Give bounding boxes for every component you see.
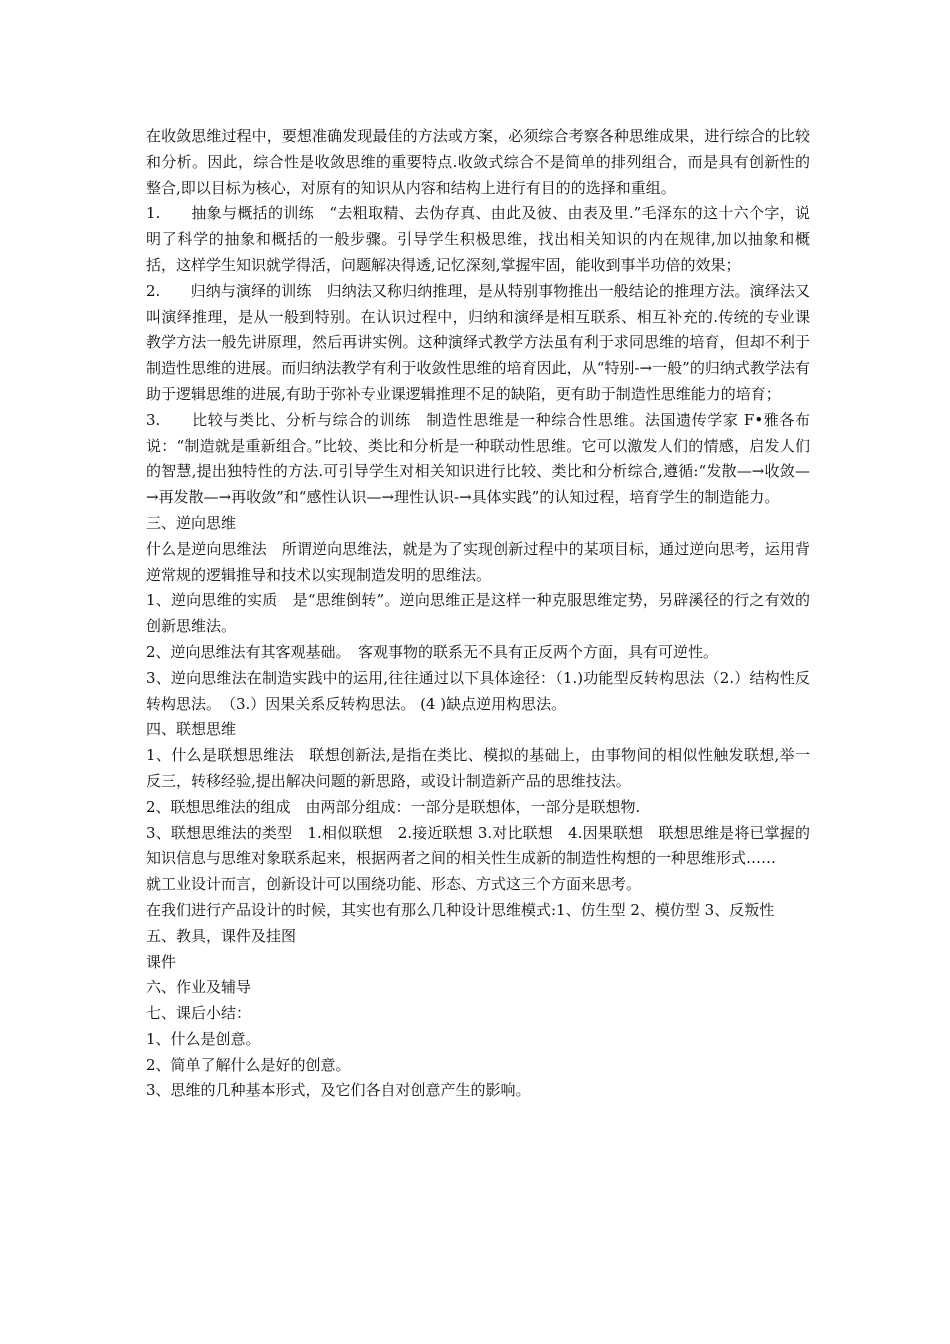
paragraph-design-thinking-modes: 在我们进行产品设计的时候，其实也有那么几种设计思维模式:1、仿生型 2、模仿型 3、反叛性	[146, 900, 775, 919]
paragraph-reverse-thinking-essence: 1、逆向思维的实质 是“思维倒转”。逆向思维正是这样一种克服思维定势，另辟溪径的行之有效的创新思维法。	[146, 591, 810, 636]
section-heading-homework: 六、作业及辅导	[146, 978, 252, 997]
paragraph-associative-thinking-definition: 1、什么是联想思维法 联想创新法,是指在类比、模拟的基础上，由事物间的相似性触发联想,举一反三，转移经验,提出解决问题的新思路，或设计制造新产品的思维技法。	[146, 746, 810, 790]
paragraph-abstraction-training: 1. 抽象与概括的训练 “去粗取精、去伪存真、由此及彼、由表及里.”毛泽东的这十六个字，说明了科学的抽象和概括的一般步骤。引导学生积极思维，找出相关知识的内在规律,加以抽象和概括，这样学生知识就学得活，问题解决得透,记忆深刻,掌握牢固，能收到事半功倍的效果；	[146, 204, 810, 274]
summary-item-1: 1、什么是创意。	[146, 1029, 261, 1048]
section-heading-summary: 七、课后小结：	[146, 1004, 252, 1023]
paragraph-convergent-synthesis: 在收敛思维过程中，要想准确发现最佳的方法或方案，必须综合考察各种思维成果，进行综合的比较和分析。因此，综合性是收敛思维的重要特点.收敛式综合不是简单的排列组合，而是具有创新性的整合,即以目标为核心，对原有的知识从内容和结构上进行有目的的选择和重组。	[146, 127, 810, 197]
paragraph-reverse-thinking-basis: 2、逆向思维法有其客观基础。 客观事物的联系无不具有正反两个方面，具有可逆性。	[146, 642, 719, 661]
paragraph-comparison-analogy-training: 3. 比较与类比、分析与综合的训练 制造性思维是一种综合性思维。法国遗传学家 F•雅各布说：“制造就是重新组合。”比较、类比和分析是一种联动性思维。它可以激发人们的情感，启发人们的智慧,提出独特性的方法.可引导学生对相关知识进行比较、类比和分析综合,遵循:“发散—→收敛—→再发散—→再收敛”和“感性认识—→理性认识-→具体实践”的认知过程，培育学生的制造能力。	[146, 410, 810, 507]
section-heading-associative-thinking: 四、联想思维	[146, 720, 237, 739]
paragraph-associative-thinking-types: 3、联想思维法的类型 1.相似联想 2.接近联想 3.对比联想 4.因果联想 联想思维是将已掌握的知识信息与思维对象联系起来，根据两者之间的相关性生成新的制造性构想的一种思维形式……	[146, 823, 810, 868]
paragraph-industrial-design: 就工业设计而言，创新设计可以围绕功能、形态、方式这三个方面来思考。	[146, 875, 642, 894]
paragraph-induction-deduction-training: 2. 归纳与演绎的训练 归纳法又称归纳推理，是从特别事物推出一般结论的推理方法。演绎法又叫演绎推理，是从一般到特别。在认识过程中，归纳和演绎是相互联系、相互补充的.传统的专业课教学方法一般先讲原理，然后再讲实例。这种演绎式教学方法虽有利于求同思维的培育，但却不利于制造性思维的进展。而归纳法教学有利于收敛性思维的培育因此，从“特别-→一般”的归纳式教学法有助于逻辑思维的进展,有助于弥补专业课逻辑推理不足的缺陷，更有助于制造性思维能力的培育；	[146, 281, 810, 403]
summary-item-3: 3、思维的几种基本形式，及它们各自对创意产生的影响。	[146, 1081, 531, 1100]
paragraph-courseware: 课件	[146, 952, 177, 971]
paragraph-reverse-thinking-application: 3、逆向思维法在制造实践中的运用,往往通过以下具体途径：（1.)功能型反转构思法（2.）结构性反转构思法。 （3.）因果关系反转构思法。 (4 )缺点逆用构思法。	[146, 668, 810, 713]
section-heading-reverse-thinking: 三、逆向思维	[146, 513, 237, 532]
document-body	[146, 124, 810, 1104]
paragraph-reverse-thinking-definition: 什么是逆向思维法 所谓逆向思维法，就是为了实现创新过程中的某项目标，通过逆向思考，运用背逆常规的逻辑推导和技术以实现制造发明的思维法。	[146, 539, 810, 584]
section-heading-teaching-aids: 五、教具，课件及挂图	[146, 926, 297, 945]
summary-item-2: 2、简单了解什么是好的创意。	[146, 1055, 351, 1074]
paragraph-associative-thinking-composition: 2、联想思维法的组成 由两部分组成：一部分是联想体，一部分是联想物.	[146, 797, 641, 816]
